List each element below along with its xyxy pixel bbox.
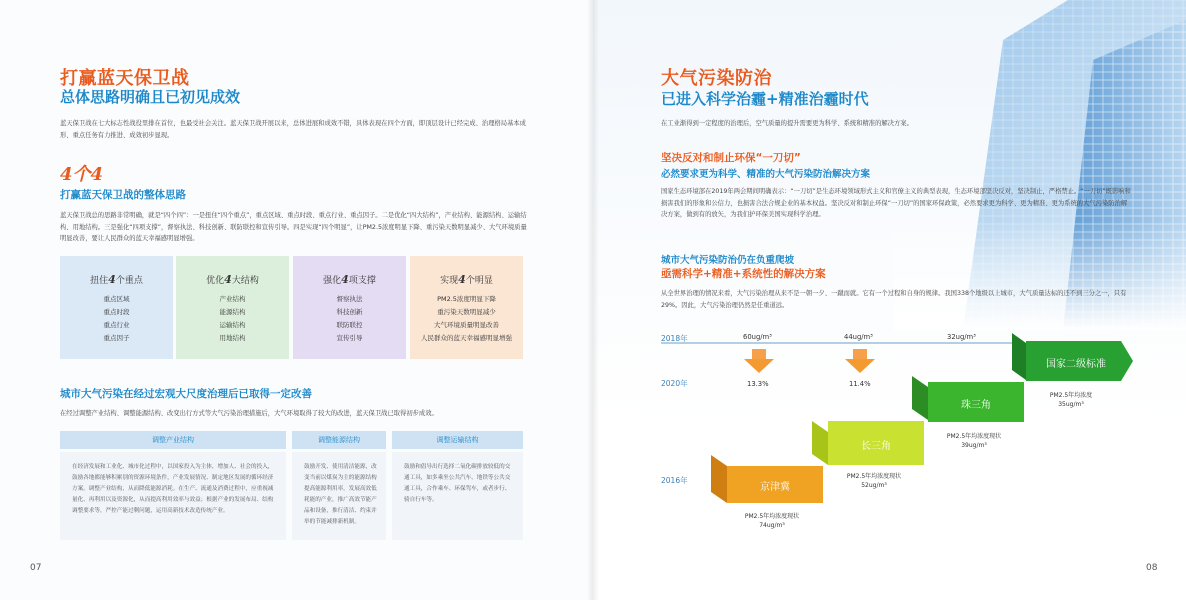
box-title-suffix: 大结构: [231, 276, 259, 286]
box-title: [176, 273, 289, 286]
box-item: 宣传引导: [336, 334, 363, 342]
step-jingjinji: 京津冀: [760, 482, 790, 493]
box-key-points: [60, 256, 173, 359]
year-2018-label: 2018年: [661, 334, 688, 343]
box-item: 联防联控: [336, 321, 363, 329]
section-subtitle-uphill: 亟需科学+精准+系统性的解决方案: [661, 268, 826, 280]
section-paragraph-overall: 蓝天保卫战总的思路非常明确，就是“四个四”：一是扭住“四个重点”，重点区域、重点时段、重点行业、重点因子。二是优化“四大结构”，产业结构、能源结构、运输结构、用地结构。三是强化“四项支撑”，督察执法、科技创新、联防联控和宣传引导。四是实现“四个明显”，让PM2.5浓度明显下降、重污染天数明显减少、大气环境质量明显改善，要让人民群众的蓝天幸福感明显增强。: [60, 212, 527, 242]
reduction-13-3: 13.3%: [747, 380, 769, 388]
year-2020-label: 2020年: [661, 379, 688, 388]
year-2016-label: 2016年: [661, 476, 688, 485]
box-title-number: 4: [224, 273, 232, 286]
adjust-industry-body: [60, 452, 286, 540]
box-item: 科技创新: [336, 308, 363, 316]
pm-changsanjiao: [819, 472, 929, 490]
box-item: 重点时段: [103, 308, 130, 316]
adjust-transport-header: 调整运输结构: [392, 431, 523, 449]
box-item: 重点区域: [103, 295, 130, 303]
pm-changsanjiao-value: 52ug/m³: [861, 482, 887, 489]
book-gutter: [587, 0, 599, 600]
pm-national-label: PM2.5年均浓度: [1049, 392, 1093, 399]
box-item: 督察执法: [336, 295, 363, 303]
pm-national-standard: [1021, 391, 1121, 409]
adjust-industry-header: 调整产业结构: [60, 431, 286, 449]
box-item: 产业结构: [219, 295, 246, 303]
box-item: 重点因子: [103, 334, 130, 342]
down-arrow-icon: [845, 349, 875, 373]
box-title-prefix: 扭住: [90, 276, 109, 286]
box-structures: [176, 256, 289, 359]
step-national-standard: 国家二级标准: [1046, 359, 1106, 370]
page-number-left: 07: [30, 563, 42, 573]
right-page: [593, 0, 1186, 600]
adjust-energy-body: [292, 452, 386, 540]
intro-paragraph-right: 在工业渐得到一定程度的治理后，空气质量的提升需要更为科学、系统和精准的解决方案。: [661, 120, 913, 127]
box-item-list: [176, 293, 289, 345]
box-title-prefix: 优化: [206, 276, 225, 286]
reduction-11-4: 11.4%: [849, 380, 871, 388]
box-title: [410, 273, 523, 286]
pm-jingjinji-label: PM2.5年均浓度现状: [744, 513, 800, 520]
target-32: 32ug/m³: [947, 333, 976, 341]
target-44: 44ug/m³: [844, 333, 873, 341]
box-goals: [410, 256, 523, 359]
box-title-suffix: 项支撑: [348, 276, 376, 286]
step-zhusanjiao: 珠三角: [961, 400, 991, 411]
box-item: 能源结构: [219, 308, 246, 316]
adjust-energy-header: 调整能源结构: [292, 431, 386, 449]
section-title-overall: 打赢蓝天保卫战的整体思路: [60, 189, 186, 201]
four-four-badge: 4个4: [60, 164, 104, 185]
page-title-right: 大气污染防治: [661, 68, 772, 89]
target-60: 60ug/m³: [743, 333, 772, 341]
step-changsanjiao: 长三角: [861, 441, 891, 452]
box-title-prefix: 强化: [323, 276, 342, 286]
section-title-improvement: 城市大气污染在经过宏观大尺度治理后已取得一定改善: [60, 388, 312, 400]
pm-jingjinji-value: 74ug/m³: [759, 522, 785, 529]
box-item: 重点行业: [103, 321, 130, 329]
page-title: 打赢蓝天保卫战: [60, 68, 190, 89]
box-supports: [293, 256, 406, 359]
adjust-industry-text: 在经济发展和工业化、城市化过程中，以国家投入为主体，增加人、社会的投入，鼓励各地都能够积累别的资源环境条件，产业发展情况、制定地区发展的循环经济方案。调整产业结构，从而降低能源消耗。在生产、流通及消费过程中，应重视减量化、再利用以及资源化，从而提高利用效率与效益；根据产业的发展布局、结构调整要求等，严控产能过剩问题，运用高新技术改造传统产业。: [72, 464, 274, 514]
box-item: 用地结构: [219, 334, 246, 342]
section-paragraph-improvement: 在经过调整产业结构、调整能源结构、改变出行方式等大气污染治理措施后，大气环境取得了较大的改进，蓝天保卫战已取得初步成效。: [60, 410, 438, 417]
box-item-list: [410, 293, 523, 345]
adjust-transport-body: [392, 452, 523, 540]
page-number-right: 08: [1146, 563, 1158, 573]
pm-zhusanjiao-value: 39ug/m³: [961, 442, 987, 449]
timeline-graphic: [593, 0, 1186, 600]
box-title-suffix: 个重点: [115, 276, 143, 286]
down-arrow-icon: [744, 349, 774, 373]
intro-paragraph: 蓝天保卫战在七大标志性战役里排在首位，也最受社会关注。蓝天保卫战开展以来，总体进展和成效不错，具体表现在四个方面，即顶层设计已经完成、治理格局基本成形、重点任务有力推进、成效初步显现。: [60, 120, 526, 139]
pm-zhusanjiao-label: PM2.5年均浓度现状: [946, 433, 1002, 440]
pm-zhusanjiao: [919, 432, 1029, 450]
box-title-number: 4: [458, 273, 466, 286]
adjust-transport-text: 鼓励和倡导出行选择二氧化碳排放较低的交通工具，如多乘坐公共汽车、地铁等公共交通工具，合作乘车、环保驾车，或者步行、骑自行车等。: [404, 464, 511, 503]
section-paragraph-uphill: 从全世界治理的情况来看，大气污染治理从来不是一朝一夕、一蹴而就。它有一个过程和自身的规律。我国338个地级以上城市，大气质量达标的还不到三分之一，只有29%。因此，大气污染治理仍然是任重道远。: [661, 290, 1127, 309]
box-title-number: 4: [341, 273, 349, 286]
box-item: 大气环境质量明显改善: [434, 321, 499, 329]
box-item: 运输结构: [219, 321, 246, 329]
box-item-list: [60, 293, 173, 345]
box-item: 人民群众的蓝天幸福感明显增强: [421, 334, 512, 342]
pm-changsanjiao-label: PM2.5年均浓度现状: [846, 473, 902, 480]
adjust-energy-text: 鼓励开发、使用清洁能源，改变当前以煤炭为主的能源结构提高能源利用率，发展高效低耗能的产业，推广高效节能产品和设备，推行清洁、约束并举的节能减排新机制。: [304, 464, 377, 525]
section-title-uphill: 城市大气污染防治仍在负重爬坡: [661, 255, 795, 266]
box-item-list: [293, 293, 406, 345]
box-item: PM2.5浓度明显下降: [437, 295, 496, 303]
box-title: [293, 273, 406, 286]
pm-jingjinji: [717, 512, 827, 530]
section-paragraph-no-one-size: 国家生态环境部在2019年两会期间明确表示：“一刀切”是生态环境领域形式主义和官僚主义的典型表现，生态环境部坚决反对，坚决制止，严格禁止。“一刀切”既影响和损害我们的形象和公信力，也损害合法合规企业的基本权益。坚决反对和制止环保“一刀切”的国家环保政策，必然要求更为科学、更为精准、更为系统的大气污染防治解决方案，做到有的放矢，为我们护环保美国实现科学治理。: [661, 188, 1131, 218]
section-subtitle-no-one-size: 必然要求更为科学、精准的大气污染防治解决方案: [661, 169, 871, 180]
box-title-prefix: 实现: [440, 276, 459, 286]
box-title-suffix: 个明显: [465, 276, 493, 286]
box-title-number: 4: [108, 273, 116, 286]
page-subtitle-right: 已进入科学治霾+精准治霾时代: [661, 90, 869, 108]
page-subtitle: 总体思路明确且已初见成效: [60, 88, 241, 106]
box-title: [60, 273, 173, 286]
pm-national-value: 35ug/m³: [1058, 401, 1084, 408]
box-item: 重污染天数明显减少: [437, 308, 496, 316]
section-title-no-one-size: 坚决反对和制止环保“一刀切”: [661, 152, 801, 164]
